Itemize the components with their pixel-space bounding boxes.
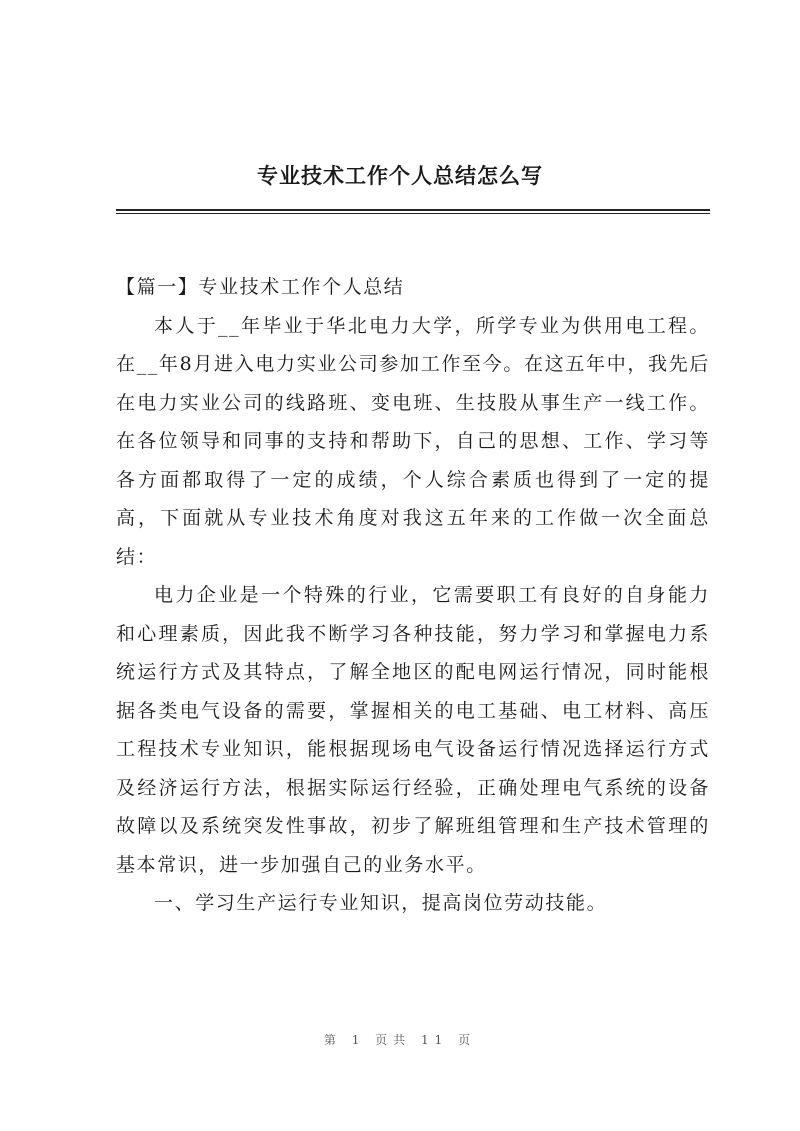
document-title: 专业技术工作个人总结怎么写 [257,163,543,188]
title-underline-thin [116,213,710,214]
section-heading: 【篇一】专业技术工作个人总结 [116,276,405,298]
title-underline-thick [116,209,710,211]
document-body [116,268,710,923]
paragraph-intro: 本人于__年毕业于华北电力大学，所学专业为供用电工程。在__年8月进入电力实业公司参加工作至今。在这五年中，我先后在电力实业公司的线路班、变电班、生技股从事生产一线工作。在各位领导和同事的支持和帮助下，自己的思想、工作、学习等各方面都取得了一定的成绩，个人综合素质也得到了一定的提高，下面就从专业技术角度对我这五年来的工作做一次全面总结： [116,314,710,568]
paragraph-point-one: 一、学习生产运行专业知识，提高岗位劳动技能。 [154,892,608,914]
page-footer: 第 1 页共 11 页 [323,1033,477,1047]
paragraph-industry: 电力企业是一个特殊的行业，它需要职工有良好的自身能力和心理素质，因此我不断学习各种技能，努力学习和掌握电力系统运行方式及其特点，了解全地区的配电网运行情况，同时能根据各类电气设备的需要，掌握相关的电工基础、电工材料、高压工程技术专业知识，能根据现场电气设备运行情况选择运行方式及经济运行方法，根据实际运行经验，正确处理电气系统的设备故障以及系统突发性事故，初步了解班组管理和生产技术管理的基本常识，进一步加强自己的业务水平。 [116,584,710,876]
